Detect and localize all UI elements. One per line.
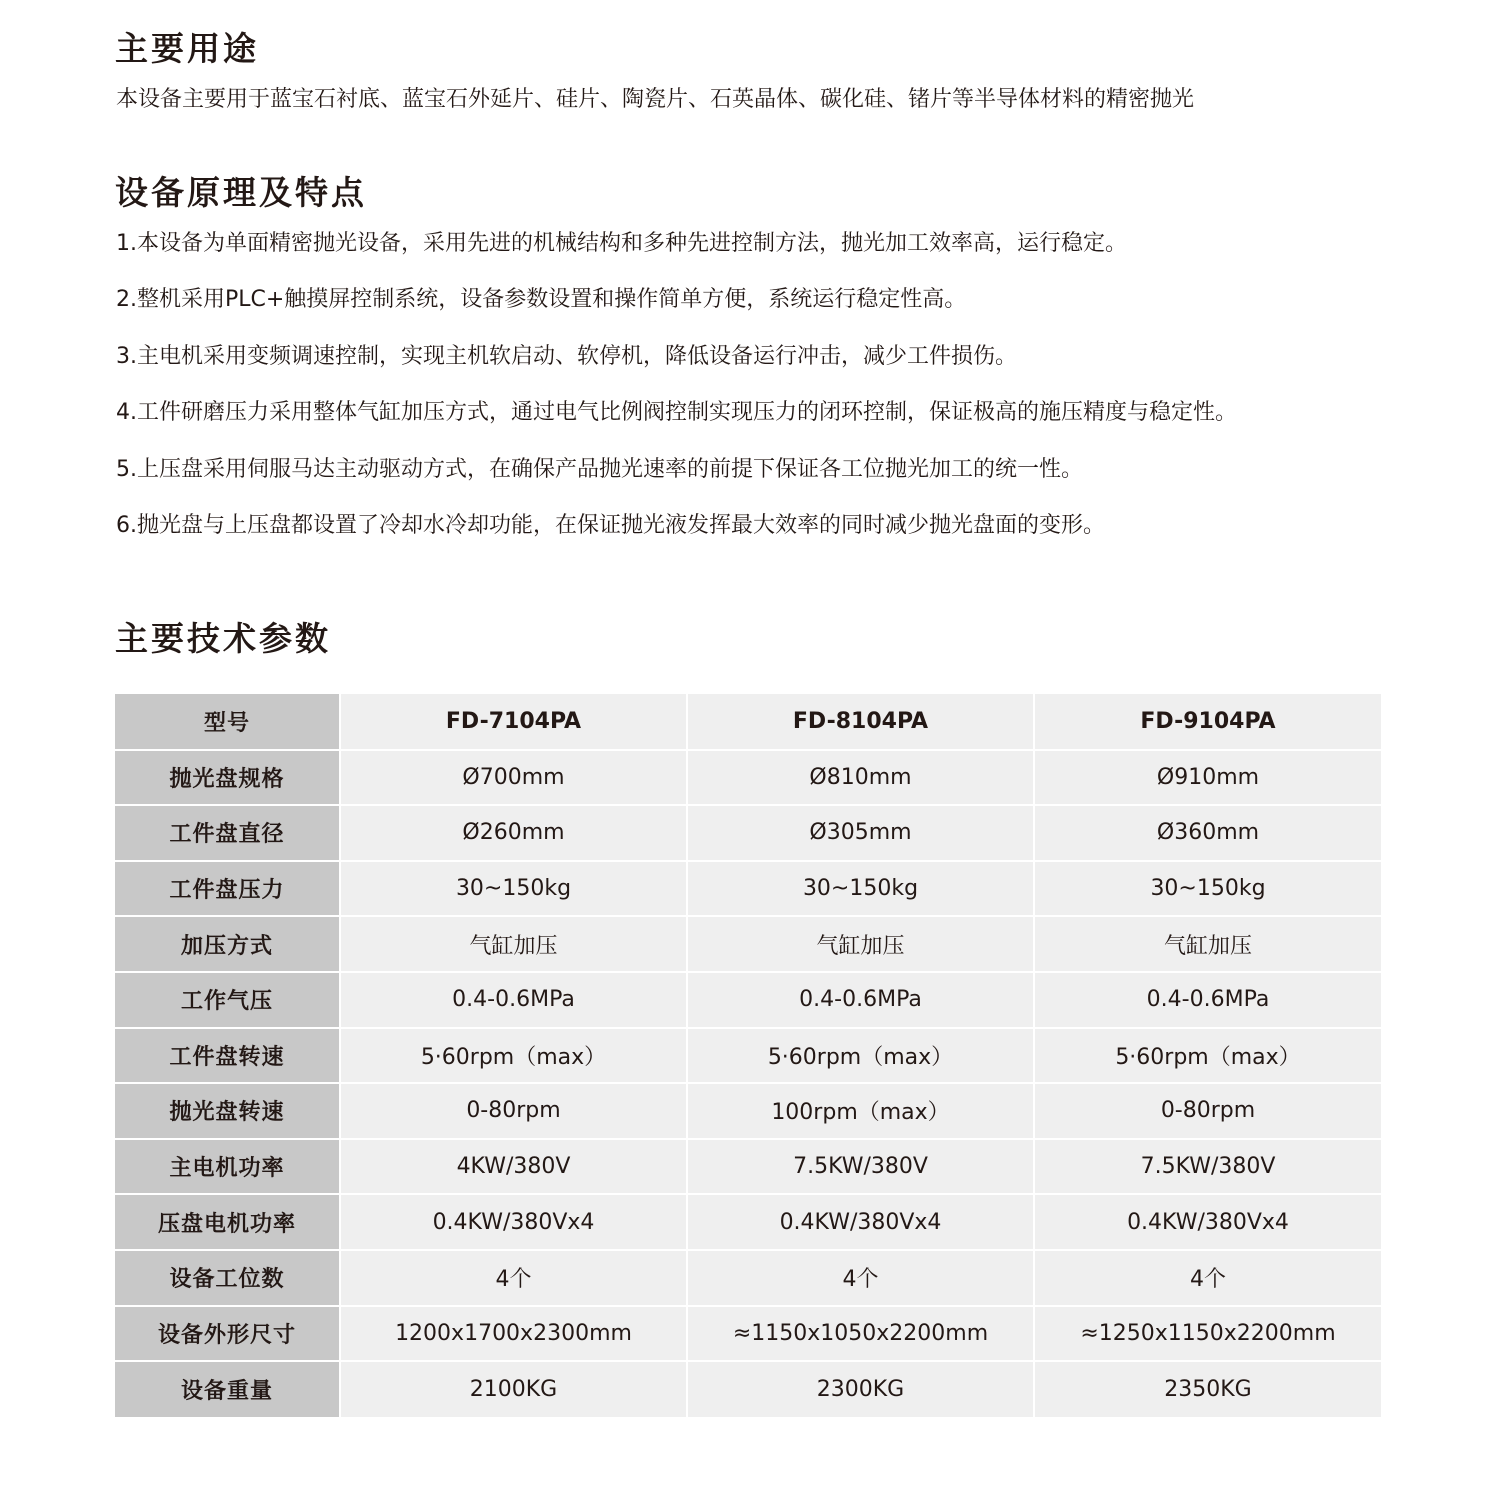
table-cell: 2100KG xyxy=(340,1361,687,1417)
table-row xyxy=(115,1306,1381,1362)
table-cell: 0.4-0.6MPa xyxy=(1034,972,1381,1028)
row-label: 主电机功率 xyxy=(115,1139,340,1195)
table-cell: 2350KG xyxy=(1034,1361,1381,1417)
table-cell: 0.4-0.6MPa xyxy=(687,972,1034,1028)
table-cell: Ø260mm xyxy=(340,805,687,861)
row-label: 设备工位数 xyxy=(115,1250,340,1306)
feature-item: 4.工件研磨压力采用整体气缸加压方式，通过电气比例阀控制实现压力的闭环控制，保证极高的施压精度与稳定性。 xyxy=(116,400,1237,426)
table-row xyxy=(115,972,1381,1028)
table-cell: 4个 xyxy=(1034,1250,1381,1306)
row-label: 抛光盘转速 xyxy=(115,1083,340,1139)
table-row xyxy=(115,805,1381,861)
table-cell: 0.4-0.6MPa xyxy=(340,972,687,1028)
usage-text: 本设备主要用于蓝宝石衬底、蓝宝石外延片、硅片、陶瓷片、石英晶体、碳化硅、锗片等半导体材料的精密抛光 xyxy=(116,87,1195,112)
table-row xyxy=(115,861,1381,917)
row-label: 设备外形尺寸 xyxy=(115,1306,340,1362)
table-cell: 30~150kg xyxy=(687,861,1034,917)
row-label: 设备重量 xyxy=(115,1361,340,1417)
row-label: 工件盘转速 xyxy=(115,1028,340,1084)
table-cell: 7.5KW/380V xyxy=(687,1139,1034,1195)
table-cell: 2300KG xyxy=(687,1361,1034,1417)
table-cell: 0.4KW/380Vx4 xyxy=(340,1194,687,1250)
table-row xyxy=(115,750,1381,806)
table-cell: Ø810mm xyxy=(687,750,1034,806)
table-cell: 5·60rpm（max） xyxy=(340,1028,687,1084)
feature-item: 6.抛光盘与上压盘都设置了冷却水冷却功能，在保证抛光液发挥最大效率的同时减少抛光盘面的变形。 xyxy=(116,512,1105,538)
table-cell: Ø360mm xyxy=(1034,805,1381,861)
model-name-2: FD-8104PA xyxy=(687,694,1034,750)
row-label: 加压方式 xyxy=(115,916,340,972)
feature-item: 5.上压盘采用伺服马达主动驱动方式，在确保产品抛光速率的前提下保证各工位抛光加工的统一性。 xyxy=(116,456,1083,482)
table-cell: Ø910mm xyxy=(1034,750,1381,806)
row-label: 工作气压 xyxy=(115,972,340,1028)
table-cell: 5·60rpm（max） xyxy=(687,1028,1034,1084)
table-cell: Ø700mm xyxy=(340,750,687,806)
row-label: 压盘电机功率 xyxy=(115,1194,340,1250)
model-name-1: FD-7104PA xyxy=(340,694,687,750)
table-header-row xyxy=(115,694,1381,750)
table-cell: 气缸加压 xyxy=(1034,916,1381,972)
table-row xyxy=(115,1361,1381,1417)
row-label: 抛光盘规格 xyxy=(115,750,340,806)
table-row xyxy=(115,1250,1381,1306)
table-cell: 1200x1700x2300mm xyxy=(340,1306,687,1362)
feature-item: 1.本设备为单面精密抛光设备，采用先进的机械结构和多种先进控制方法，抛光加工效率高，运行稳定。 xyxy=(116,231,1127,256)
table-cell: Ø305mm xyxy=(687,805,1034,861)
table-cell: 4个 xyxy=(687,1250,1034,1306)
table-cell: 0.4KW/380Vx4 xyxy=(1034,1194,1381,1250)
table-cell: 4KW/380V xyxy=(340,1139,687,1195)
table-row xyxy=(115,1028,1381,1084)
table-cell: 气缸加压 xyxy=(687,916,1034,972)
table-cell: 30~150kg xyxy=(340,861,687,917)
table-cell: ≈1250x1150x2200mm xyxy=(1034,1306,1381,1362)
feature-list xyxy=(116,233,1237,571)
table-cell: 4个 xyxy=(340,1250,687,1306)
table-row xyxy=(115,1194,1381,1250)
table-cell: ≈1150x1050x2200mm xyxy=(687,1306,1034,1362)
table-row xyxy=(115,1139,1381,1195)
table-row xyxy=(115,1083,1381,1139)
feature-item: 3.主电机采用变频调速控制，实现主机软启动、软停机，降低设备运行冲击，减少工件损伤。 xyxy=(116,343,1017,369)
table-cell: 7.5KW/380V xyxy=(1034,1139,1381,1195)
specs-title: 主要技术参数 xyxy=(115,619,331,658)
model-name-3: FD-9104PA xyxy=(1034,694,1381,750)
table-row xyxy=(115,916,1381,972)
table-cell: 5·60rpm（max） xyxy=(1034,1028,1381,1084)
usage-title: 主要用途 xyxy=(115,29,259,68)
feature-item: 2.整机采用PLC+触摸屏控制系统，设备参数设置和操作简单方便，系统运行稳定性高。 xyxy=(116,287,967,313)
table-cell: 30~150kg xyxy=(1034,861,1381,917)
row-label: 工件盘压力 xyxy=(115,861,340,917)
spec-table xyxy=(115,694,1381,1417)
table-cell: 0-80rpm xyxy=(340,1083,687,1139)
table-cell: 100rpm（max） xyxy=(687,1083,1034,1139)
features-title: 设备原理及特点 xyxy=(115,173,367,212)
table-cell: 气缸加压 xyxy=(340,916,687,972)
table-cell: 0.4KW/380Vx4 xyxy=(687,1194,1034,1250)
row-label: 工件盘直径 xyxy=(115,805,340,861)
row-label-model: 型号 xyxy=(115,694,340,750)
table-cell: 0-80rpm xyxy=(1034,1083,1381,1139)
